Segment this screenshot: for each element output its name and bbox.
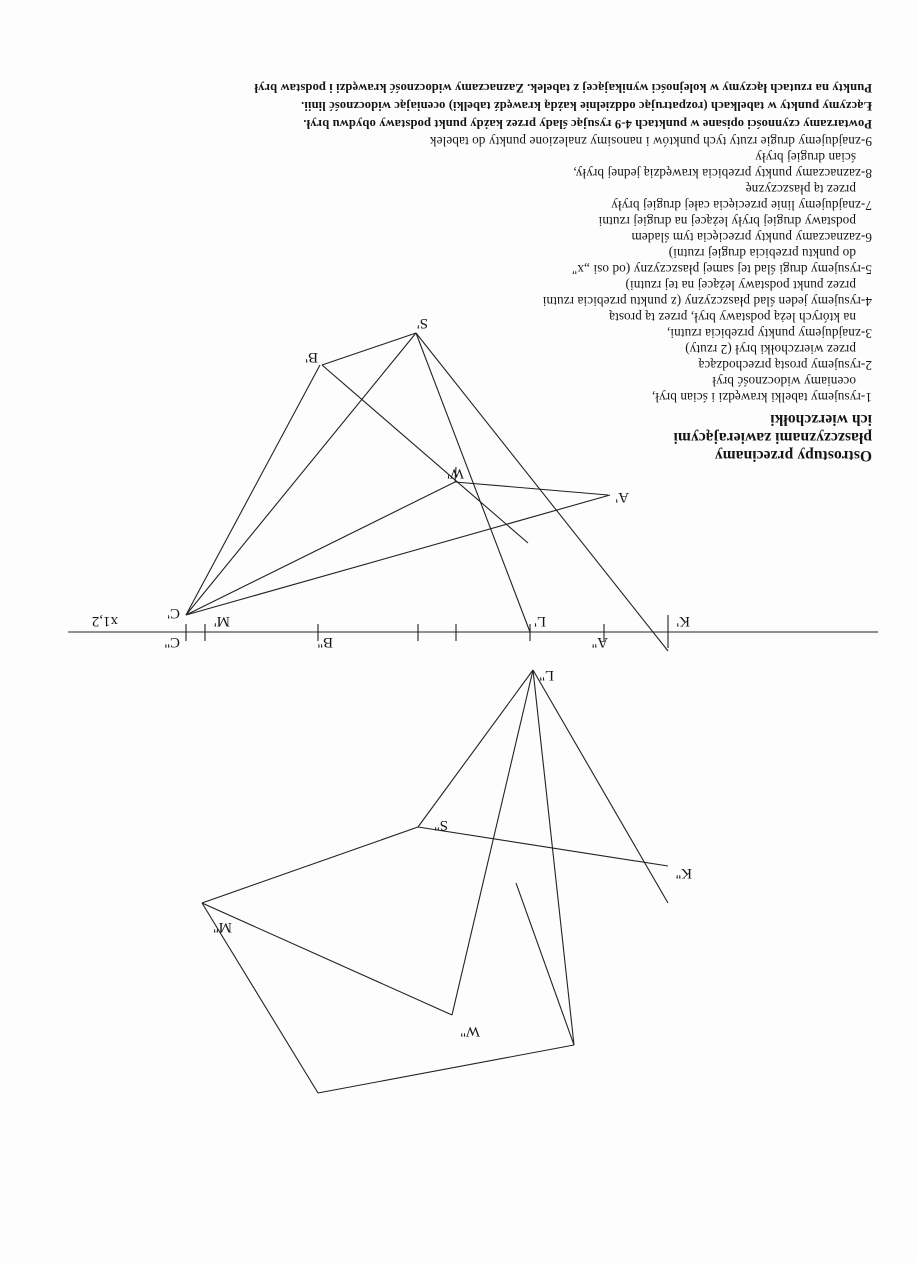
svg-text:B'': B'' — [317, 634, 333, 650]
step-line: 2-rysujemy prostą przechodzącą — [698, 358, 872, 373]
svg-text:L': L' — [534, 613, 546, 629]
first-projection-edges — [186, 333, 668, 651]
svg-text:W': W' — [447, 465, 464, 481]
step-line: podstawy drugiej bryły leżącej na drugiej rzutni — [598, 214, 856, 229]
summary-line: Powtarzamy czynności opisane w punktach 4-9 rysując ślady przez każdy punkt podstawy obydwu brył. — [303, 117, 872, 131]
step-line: przez tą płaszczyznę — [745, 182, 856, 197]
svg-text:B': B' — [305, 349, 318, 365]
title-line-2: płaszczyznami zawierającymi — [673, 429, 872, 446]
step-line: ścian drugiej bryły — [755, 150, 856, 165]
title-line-1: Ostrostupy przecinamy — [714, 447, 872, 464]
svg-text:C': C' — [167, 605, 180, 621]
svg-text:L'': L'' — [539, 667, 554, 683]
svg-text:x1,2: x1,2 — [91, 613, 118, 629]
step-line: przez punkt podstawy leżącej na tej rzutni) — [625, 278, 856, 293]
svg-text:C'': C'' — [164, 634, 180, 650]
svg-text:S'': S'' — [434, 817, 448, 833]
svg-text:M': M' — [213, 613, 230, 629]
svg-text:A'': A'' — [591, 634, 608, 650]
svg-text:K'': K'' — [675, 865, 692, 881]
step-line: 6-zaznaczamy punkty przecięcia tym śladem — [631, 230, 872, 245]
step-line: 7-znajdujemy linie przecięcia całej drugiej bryły — [611, 198, 872, 213]
svg-text:A': A' — [615, 489, 629, 505]
step-line: 3-znajdujemy punkty przebicia rzutni, — [666, 326, 872, 341]
step-line: przez wierzchołki brył (2 rzuty) — [685, 342, 856, 357]
second-projection-labels — [164, 634, 692, 1039]
title-line-3: ich wierzchołki — [770, 411, 872, 428]
svg-text:W'': W'' — [460, 1023, 480, 1039]
first-projection-labels — [92, 315, 690, 629]
step-line: do punktu przebicia drugiej rzutni) — [668, 246, 856, 261]
step-line: 8-zaznaczamy punkty przebicia krawędzią jednej bryły, — [573, 166, 872, 181]
step-line: oceniamy widoczność brył — [712, 374, 856, 389]
step-line: 1-rysujemy tabelki krawędzi i ścian brył, — [651, 390, 872, 405]
second-projection-edges — [202, 670, 668, 1093]
step-line: na których leżą podstawy brył, przez tą prostą — [608, 310, 856, 325]
step-line: 9-znajdujemy drugie rzuty tych punktów i nanosimy znalezione punkty do tabelek — [429, 134, 872, 149]
svg-text:M'': M'' — [213, 919, 232, 935]
step-line: 5-rysujemy drugi ślad tej samej płaszczyzny (od osi „x" — [571, 262, 872, 277]
summary-line: Punkty na rzutach łączymy w kolejności wynikającej z tabelek. Zaznaczamy widoczność krawędzi i podstaw brył — [254, 81, 872, 95]
svg-text:S': S' — [416, 315, 428, 331]
svg-text:K': K' — [676, 613, 690, 629]
summary-line: Łączymy punkty w tabelkach (rozpatrując oddzielnie każdą krawędź tabelki) oceniając widoczność linii. — [301, 99, 872, 113]
step-line: 4-rysujemy jeden ślad płaszczyzny (z punktu przebicia rzutni — [542, 294, 872, 309]
